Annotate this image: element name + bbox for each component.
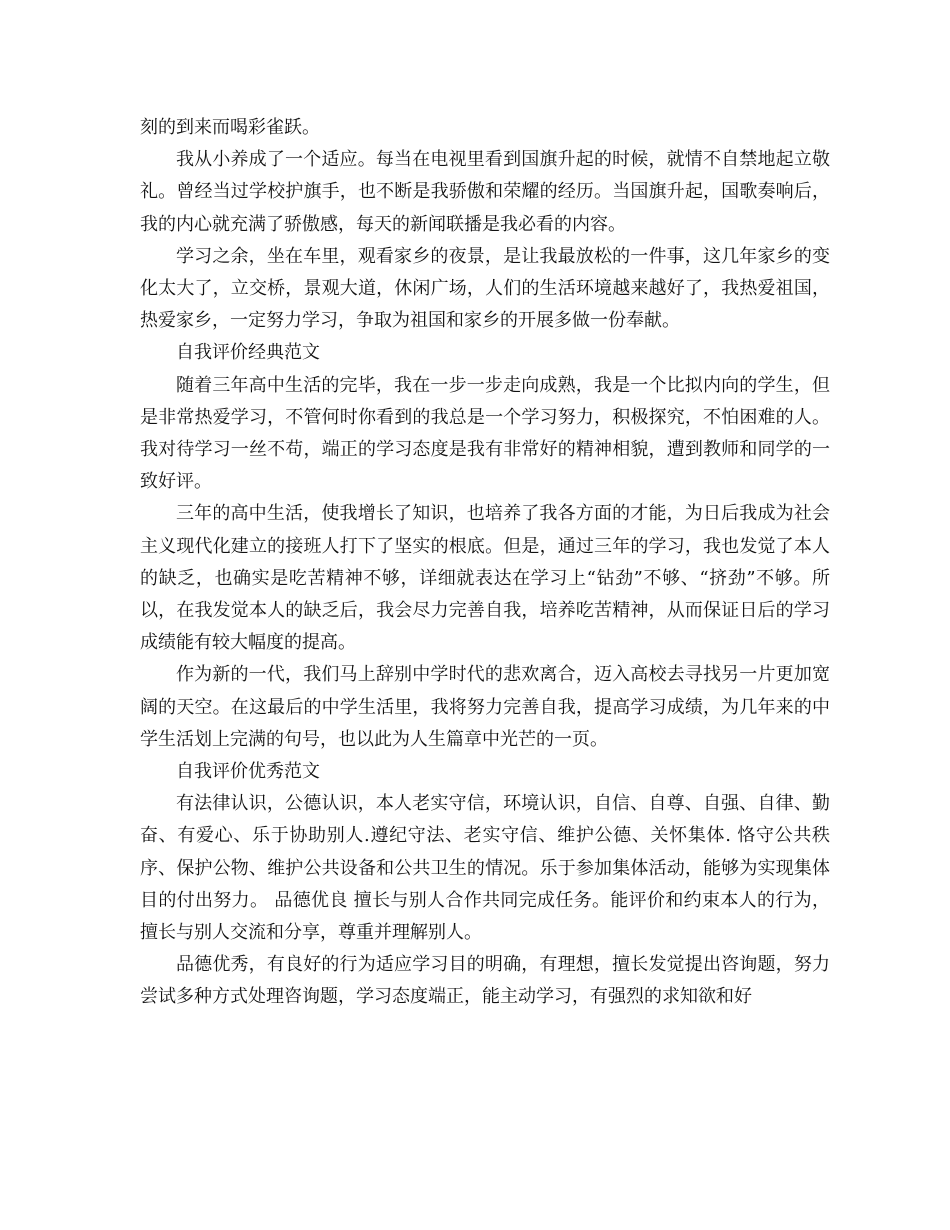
paragraph-new-generation: 作为新的一代，我们马上辞别中学时代的悲欢离合，迈入高校去寻找另一片更加宽阔的天空。在这最后的中学生活里，我将努力完善自我，提高学习成绩，为几年来的中学生活划上完满的句号，也以此为人生篇章中光芒的一页。 <box>140 664 830 750</box>
section-heading-classic: 自我评价经典范文 <box>176 342 320 364</box>
paragraph-growing-up: 随着三年高中生活的完毕，我在一步一步走向成熟，我是一个比拟内向的学生，但是非常热爱学习，不管何时你看到的我总是一个学习努力，积极探究，不怕困难的人。我对待学习一丝不苟，端正的学习态度是我有非常好的精神相貌，遭到教师和同学的一致好评。 <box>140 374 830 493</box>
section-heading-excellent: 自我评价优秀范文 <box>176 761 320 783</box>
paragraph-good-conduct: 品德优秀，有良好的行为适应学习目的明确，有理想，擅长发觉提出咨询题，努力尝试多种方式处理咨询题，学习态度端正，能主动学习，有强烈的求知欲和好 <box>140 954 830 1008</box>
document-body <box>140 112 830 1014</box>
paragraph-continuation: 刻的到来而喝彩雀跃。 <box>140 117 320 138</box>
paragraph-three-years: 三年的高中生活，使我增长了知识，也培养了我各方面的才能，为日后我成为社会主义现代化建立的接班人打下了坚实的根底。但是，通过三年的学习，我也发觉了本人的缺乏，也确实是吃苦精神不够，详细就表达在学习上“钻劲”不够、“挤劲”不够。所以，在我发觉本人的缺乏后，我会尽力完善自我，培养吃苦精神，从而保证日后的学习成绩能有较大幅度的提高。 <box>140 503 830 654</box>
paragraph-hometown: 学习之余，坐在车里，观看家乡的夜景，是让我最放松的一件事，这几年家乡的变化太大了，立交桥，景观大道，休闲广场，人们的生活环境越来越好了，我热爱祖国，热爱家乡，一定努力学习，争取为祖国和家乡的开展多做一份奉献。 <box>140 245 830 332</box>
paragraph-law-awareness: 有法律认识，公德认识，本人老实守信，环境认识，自信、自尊、自强、自律、勤奋、有爱心、乐于协助别人.遵纪守法、老实守信、维护公德、关怀集体. 恪守公共秩序、保护公物、维护公共设备和公共卫生的情况。乐于参加集体活动，能够为实现集体目的付出努力。 品德优良 擅长与别人合作共同完成任务。能评价和约束本人的行为，擅长与别人交流和分享，尊重并理解别人。 <box>140 793 830 944</box>
paragraph-flag-habit: 我从小养成了一个适应。每当在电视里看到国旗升起的时候，就情不自禁地起立敬礼。曾经当过学校护旗手，也不断是我骄傲和荣耀的经历。当国旗升起，国歌奏响后，我的内心就充满了骄傲感，每天的新闻联播是我必看的内容。 <box>140 149 830 235</box>
